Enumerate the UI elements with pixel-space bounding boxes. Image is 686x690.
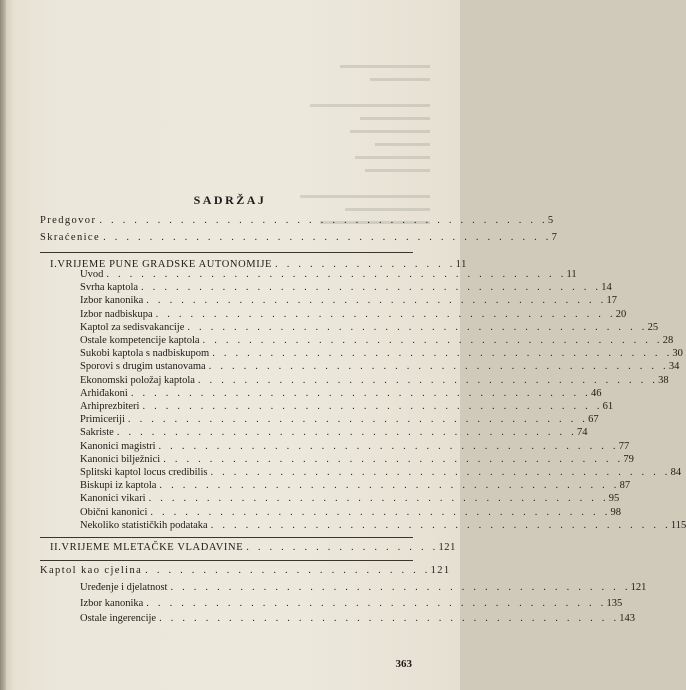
toc-page-number: 98 bbox=[610, 506, 622, 518]
dot-leader: . . . . . . . . . . . . . . . . . . . . . . . . . . . . . . . . . . . . . . . . bbox=[146, 295, 607, 307]
dot-leader: . . . . . . . . . . . . . . . . . . . . . . . . . . . . . . . . . . . . . . . . bbox=[127, 414, 589, 426]
dot-leader: . . . . . . . . . . . . . . . . . . . . . . . . . . . . . . . . . . . . . . . bbox=[99, 215, 548, 226]
toc-page-number: 87 bbox=[619, 480, 631, 492]
toc-item-label: Kanonici bilježnici bbox=[80, 453, 161, 465]
toc-item-label: Uređenje i djelatnost bbox=[80, 582, 168, 593]
toc-item-label: Izbor nadbiskupa bbox=[80, 308, 153, 320]
toc-item-label: Sporovi s drugim ustanovama bbox=[80, 361, 206, 373]
section-title: Kaptol kao cjelina bbox=[40, 565, 143, 576]
dot-leader: . . . . . . . . . . . . . . . . . . . . . . . . . . . . . . . . . . . . . . . . bbox=[141, 282, 602, 294]
dot-leader: . . . . . . . . . . . . . . . . . . . . . . . . . . . . . . . . . . . . . . . . bbox=[197, 374, 659, 386]
toc-page-number: 61 bbox=[602, 401, 614, 412]
dot-leader: . . . . . . . . . . . . . . . . . . . . . . . . . . . . . . . . . . . . . . . . bbox=[142, 401, 603, 412]
toc-page-number: 121 bbox=[430, 565, 451, 576]
toc-item-label: Obični kanonici bbox=[80, 506, 148, 518]
toc-item bbox=[80, 347, 683, 361]
toc-page-number: 74 bbox=[577, 427, 588, 439]
toc-item-label: Nekoliko statističkih podataka bbox=[80, 519, 208, 531]
dot-leader: . . . . . . . . . . . . . . . . . . . . . . . . . . . . . . . . . . . . . . . . bbox=[159, 480, 620, 492]
toc-item-label: Arhiđakoni bbox=[80, 387, 128, 399]
toc-page-number: 79 bbox=[623, 453, 634, 465]
dot-leader: . . . . . . . . . . . . . . . . . . . . . . . . . . . . . . . . . . . . . . . . bbox=[163, 453, 624, 465]
toc-page-number: 121 bbox=[630, 582, 647, 593]
part-title: VRIJEME PUNE GRADSKE AUTONOMIJE bbox=[57, 259, 273, 270]
toc-page-number: 121 bbox=[438, 542, 456, 553]
dot-leader: . . . . . . . . . . . . . . . . . . . . . . . . . . . . . . . . . . . . . . . . bbox=[155, 308, 616, 320]
part-number: II. bbox=[50, 542, 62, 553]
dot-leader: . . . . . . . . . . . . . . . . bbox=[275, 259, 456, 270]
toc-item bbox=[80, 268, 577, 282]
toc-page-number: 17 bbox=[606, 295, 617, 307]
toc-item-label: Uvod bbox=[80, 269, 104, 280]
dot-leader: . . . . . . . . . . . . . . . . . . . . . . . . . bbox=[145, 565, 431, 576]
toc-page-number: 84 bbox=[670, 467, 682, 478]
page-title: SADRŽAJ bbox=[193, 193, 267, 207]
dot-leader: . . . . . . . . . . . . . . . . . bbox=[246, 542, 439, 553]
toc-page-number: 46 bbox=[591, 387, 602, 399]
divider-line bbox=[40, 252, 413, 253]
dot-leader: . . . . . . . . . . . . . . . . . . . . . . . . . . . . . . . . . . . . . . . . bbox=[148, 493, 609, 505]
toc-item bbox=[80, 453, 634, 467]
toc-item bbox=[80, 360, 680, 374]
toc-item bbox=[80, 466, 682, 480]
toc-item bbox=[80, 519, 686, 533]
toc-part-two bbox=[50, 541, 456, 555]
toc-page-number: 77 bbox=[618, 440, 630, 452]
page-number: 363 bbox=[395, 658, 412, 670]
toc-page-number: 30 bbox=[672, 348, 683, 360]
toc-item-label: Sakriste bbox=[80, 427, 114, 439]
toc-item bbox=[80, 479, 631, 493]
toc-item bbox=[80, 612, 636, 626]
dot-leader: . . . . . . . . . . . . . . . . . . . . . . . . . . . . . . . . . . . . . . . . bbox=[150, 506, 611, 518]
toc-item bbox=[80, 281, 612, 295]
dot-leader: . . . . . . . . . . . . . . . . . . . . . . . . . . . . . . . . . . . . . . . . bbox=[146, 597, 607, 609]
dot-leader: . . . . . . . . . . . . . . . . . . . . . . . . . . . . . . . . . . . . . . . bbox=[103, 232, 552, 243]
toc-item bbox=[80, 413, 599, 427]
toc-item bbox=[80, 440, 630, 454]
toc-item-label: Primiceriji bbox=[80, 414, 125, 426]
toc-item-label: Svrha kaptola bbox=[80, 282, 139, 294]
toc-item bbox=[80, 387, 602, 401]
toc-page-number: 11 bbox=[566, 269, 577, 280]
toc-item bbox=[80, 597, 623, 611]
dot-leader: . . . . . . . . . . . . . . . . . . . . . . . . . . . . . . . . . . . . . . . . bbox=[212, 348, 673, 360]
part-number: I. bbox=[50, 259, 58, 270]
dot-leader: . . . . . . . . . . . . . . . . . . . . . . . . . . . . . . . . . . . . . . . . bbox=[159, 613, 620, 624]
toc-page-number: 38 bbox=[658, 374, 669, 386]
toc-page-number: 28 bbox=[662, 335, 674, 346]
toc-page-number: 25 bbox=[647, 321, 659, 333]
part-title: VRIJEME MLETAČKE VLADAVINE bbox=[61, 542, 244, 553]
toc-page-number: 143 bbox=[619, 613, 636, 624]
toc-section-heading bbox=[40, 564, 451, 578]
toc-item-label: Kaptol za sedisvakancije bbox=[80, 321, 185, 333]
toc-entry-predgovor bbox=[40, 214, 555, 228]
toc-item bbox=[80, 506, 622, 520]
dot-leader: . . . . . . . . . . . . . . . . . . . . . . . . . . . . . . . . . . . . . . . . bbox=[210, 467, 671, 478]
toc-item-label: Splitski kaptol locus credibilis bbox=[80, 467, 208, 478]
toc-page-number: 5 bbox=[547, 215, 555, 226]
toc-item-label: Ekonomski položaj kaptola bbox=[80, 374, 195, 386]
toc-item-label: Izbor kanonika bbox=[80, 597, 144, 609]
toc-page-number: 11 bbox=[455, 259, 467, 270]
dot-leader: . . . . . . . . . . . . . . . . . . . . . . . . . . . . . . . . . . . . . . . . bbox=[210, 519, 671, 531]
toc-item bbox=[80, 321, 659, 335]
toc-page-number: 115 bbox=[670, 519, 686, 531]
toc-item bbox=[80, 426, 588, 440]
toc-page-number: 67 bbox=[588, 414, 599, 426]
toc-page-number: 20 bbox=[615, 308, 627, 320]
toc-item bbox=[80, 334, 674, 348]
toc-item-label: Ostale kompetencije kaptola bbox=[80, 335, 200, 346]
toc-page-number: 95 bbox=[608, 493, 620, 505]
toc-page-number: 14 bbox=[601, 282, 612, 294]
toc-page-number: 135 bbox=[606, 597, 623, 609]
dot-leader: . . . . . . . . . . . . . . . . . . . . . . . . . . . . . . . . . . . . . . . . bbox=[170, 582, 631, 593]
toc-item-label: Kanonici magistri bbox=[80, 440, 156, 452]
toc-item bbox=[80, 308, 627, 322]
toc-item-label: Arhiprezbiteri bbox=[80, 401, 140, 412]
toc-page-number: 7 bbox=[551, 232, 559, 243]
toc-item bbox=[80, 400, 614, 414]
dot-leader: . . . . . . . . . . . . . . . . . . . . . . . . . . . . . . . . . . . . . . . . bbox=[130, 387, 592, 399]
toc-item-label: Ostale ingerencije bbox=[80, 613, 157, 624]
toc-item bbox=[80, 374, 669, 388]
toc-item-label: Kanonici vikari bbox=[80, 493, 146, 505]
toc-entry-label: Skraćenice bbox=[40, 232, 101, 243]
toc-item bbox=[80, 492, 620, 506]
toc-item-label: Sukobi kaptola s nadbiskupom bbox=[80, 348, 210, 360]
toc-item-label: Biskupi iz kaptola bbox=[80, 480, 157, 492]
toc-item-label: Izbor kanonika bbox=[80, 295, 144, 307]
dot-leader: . . . . . . . . . . . . . . . . . . . . . . . . . . . . . . . . . . . . . . . . bbox=[106, 269, 567, 280]
dot-leader: . . . . . . . . . . . . . . . . . . . . . . . . . . . . . . . . . . . . . . . . bbox=[202, 335, 663, 346]
dot-leader: . . . . . . . . . . . . . . . . . . . . . . . . . . . . . . . . . . . . . . . . bbox=[208, 361, 669, 373]
dot-leader: . . . . . . . . . . . . . . . . . . . . . . . . . . . . . . . . . . . . . . . . bbox=[158, 440, 619, 452]
toc-entry-skracenice bbox=[40, 231, 559, 245]
dot-leader: . . . . . . . . . . . . . . . . . . . . . . . . . . . . . . . . . . . . . . . . bbox=[116, 427, 578, 439]
toc-item bbox=[80, 294, 617, 308]
toc-item bbox=[80, 581, 647, 595]
divider-line bbox=[40, 537, 413, 538]
divider-line bbox=[40, 560, 413, 561]
dot-leader: . . . . . . . . . . . . . . . . . . . . . . . . . . . . . . . . . . . . . . . . bbox=[187, 321, 648, 333]
toc-page-number: 34 bbox=[668, 361, 680, 373]
toc-entry-label: Predgovor bbox=[40, 215, 97, 226]
